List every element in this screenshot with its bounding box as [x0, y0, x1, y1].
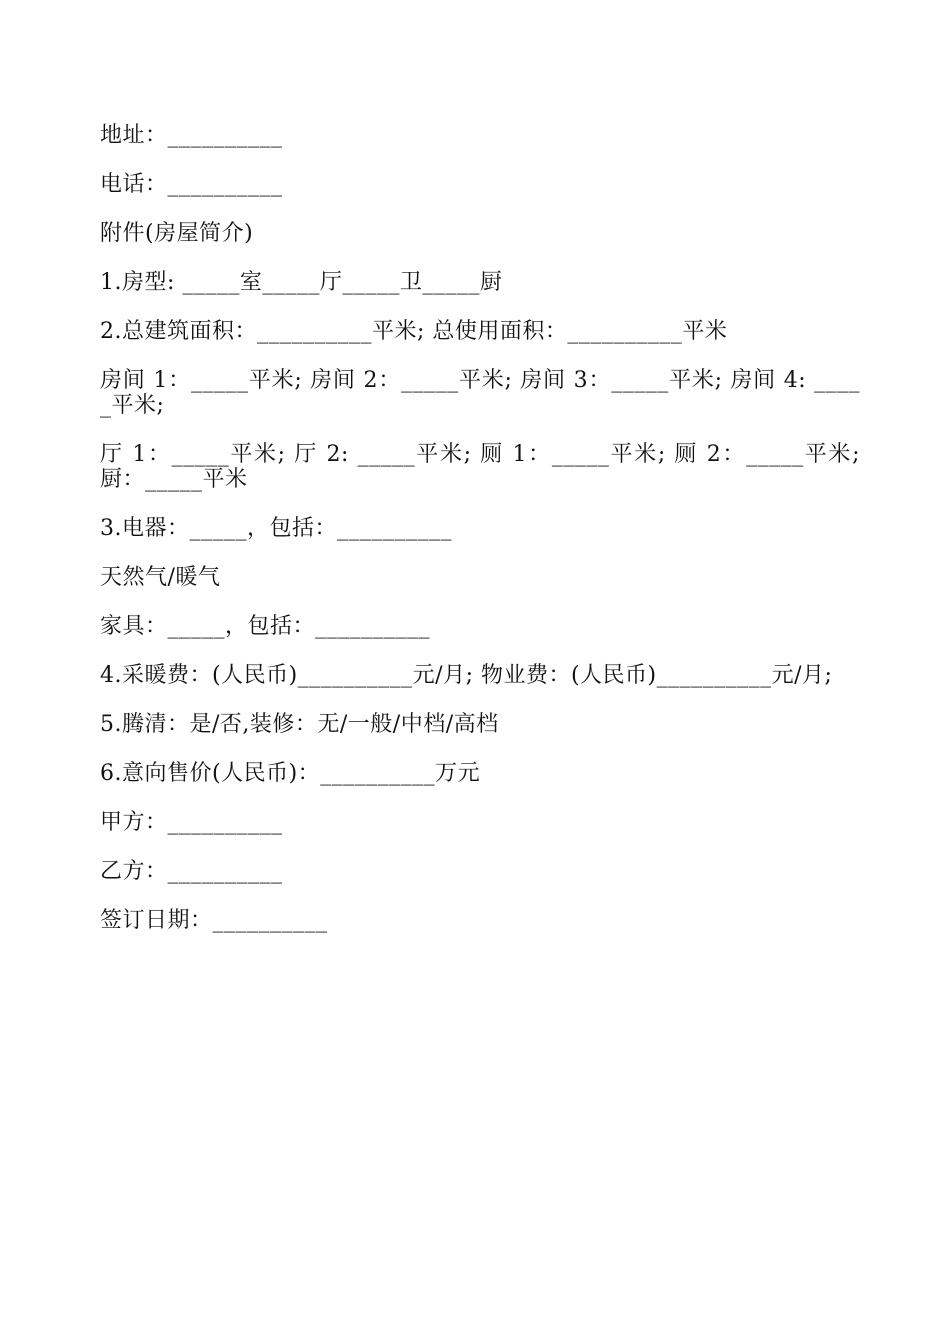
party-a-line: 甲方：__________ [100, 810, 283, 835]
fees-line: 4.采暖费：(人民币)__________元/月; 物业费：(人民币)__________元/月; [100, 663, 833, 688]
document-page [100, 123, 860, 957]
gas-heating-line: 天然气/暖气 [100, 565, 221, 590]
party-b-line: 乙方：__________ [100, 859, 283, 884]
appliances-line: 3.电器：_____，包括：__________ [100, 516, 452, 541]
halls-area-line: 厅 1：_____平米; 厅 2: _____平米; 厕 1：_____平米; 厕 2：_____平米;厨：_____平米 [100, 442, 860, 492]
room-type-line: 1.房型: _____室_____厅_____卫_____厨 [100, 270, 503, 295]
asking-price-line: 6.意向售价(人民币)：__________万元 [100, 761, 481, 786]
phone-line: 电话：__________ [100, 172, 283, 197]
vacancy-decoration-line: 5.腾清：是/否,装修：无/一般/中档/高档 [100, 712, 499, 737]
rooms-area-line: 房间 1：_____平米; 房间 2：_____平米; 房间 3：_____平米; 房间 4: _____平米; [100, 368, 860, 418]
signing-date-line: 签订日期：__________ [100, 908, 328, 933]
attachment-heading: 附件(房屋简介) [100, 221, 254, 246]
furniture-line: 家具：_____，包括：__________ [100, 614, 431, 639]
address-line: 地址：__________ [100, 123, 283, 148]
area-line: 2.总建筑面积：__________平米; 总使用面积：__________平米 [100, 319, 728, 344]
